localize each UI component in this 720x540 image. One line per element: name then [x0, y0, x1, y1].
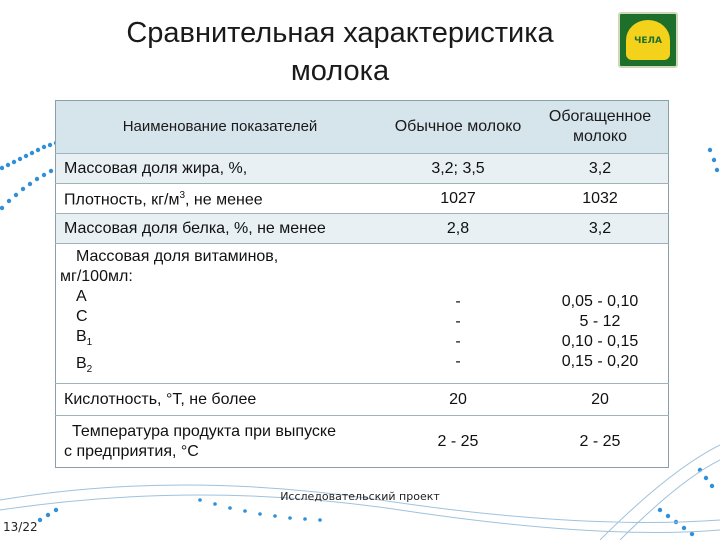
row-name-sup: 3: [179, 190, 186, 202]
row-name-line2: мг/100мл:: [60, 268, 133, 286]
row-enriched-value: 3,2: [532, 154, 669, 184]
column-header-regular: Обычное молоко: [394, 118, 522, 135]
footer-note: Исследовательский проект: [280, 490, 440, 503]
column-header-indicator: Наименование показателей: [122, 118, 318, 135]
row-name-line1: Температура продукта при выпуске: [72, 422, 336, 440]
column-header-enriched: Обогащенное молоко: [548, 108, 652, 145]
vitamin-label-c: С: [76, 308, 88, 326]
slide-title: [60, 14, 620, 90]
comparison-table: [55, 100, 669, 468]
slide-title-line1: Сравнительная характеристика: [126, 17, 554, 49]
row-enriched-value: 20: [532, 384, 669, 416]
row-name-prefix: Плотность, кг/м: [64, 191, 180, 209]
vitamin-label-b1-sub: 1: [86, 337, 93, 349]
vitamin-label-a: А: [76, 288, 87, 306]
vitamin-label-b2-sub: 2: [86, 363, 93, 375]
row-name-line2: с предприятия, °С: [64, 442, 199, 460]
row-name: [56, 244, 385, 384]
row-name: [56, 416, 385, 468]
vitamin-regular-b1: -: [455, 332, 461, 350]
vitamin-label-b1-letter: В: [76, 328, 87, 346]
vitamin-label-b2-letter: В: [76, 354, 87, 372]
row-name: Кислотность, °Т, не более: [56, 384, 385, 416]
page-number: 13/22: [3, 520, 38, 534]
table-row: [56, 154, 669, 184]
vitamin-label-b2: [60, 354, 380, 380]
table-row: [56, 184, 669, 214]
row-name-suffix: , не менее: [185, 191, 263, 209]
row-name: Массовая доля белка, %, не менее: [56, 214, 385, 244]
row-regular-value: 1027: [384, 184, 532, 214]
slide-title-line2: молока: [290, 55, 390, 87]
logo: [618, 12, 678, 68]
table-row: [56, 416, 669, 468]
row-enriched-value: 3,2: [532, 214, 669, 244]
row-regular-value: 3,2; 3,5: [384, 154, 532, 184]
row-name-line1: Массовая доля витаминов,: [76, 248, 279, 266]
vitamin-enriched-b2: 0,15 - 0,20: [561, 352, 639, 370]
vitamin-regular-b2: -: [455, 352, 461, 370]
table-row-vitamins: [56, 244, 669, 384]
vitamin-enriched-b1: 0,10 - 0,15: [561, 332, 639, 350]
row-enriched-value: 2 - 25: [532, 416, 669, 468]
row-regular-value: 2 - 25: [384, 416, 532, 468]
logo-emblem: [626, 20, 670, 60]
table-header-row: [56, 101, 669, 154]
vitamin-regular-a: -: [455, 292, 461, 310]
row-enriched-values: [532, 244, 669, 384]
vitamin-regular-c: -: [455, 312, 461, 330]
vitamin-enriched-c: 5 - 12: [579, 312, 621, 330]
row-name: Массовая доля жира, %,: [56, 154, 385, 184]
vitamin-label-b1: [60, 327, 380, 353]
logo-text: ЧЕЛА: [634, 36, 662, 46]
table-row: [56, 384, 669, 416]
row-regular-value: 20: [384, 384, 532, 416]
row-regular-value: 2,8: [384, 214, 532, 244]
vitamin-enriched-a: 0,05 - 0,10: [561, 292, 639, 310]
row-enriched-value: 1032: [532, 184, 669, 214]
row-regular-values: [384, 244, 532, 384]
table-row: [56, 214, 669, 244]
row-name: [56, 184, 385, 214]
